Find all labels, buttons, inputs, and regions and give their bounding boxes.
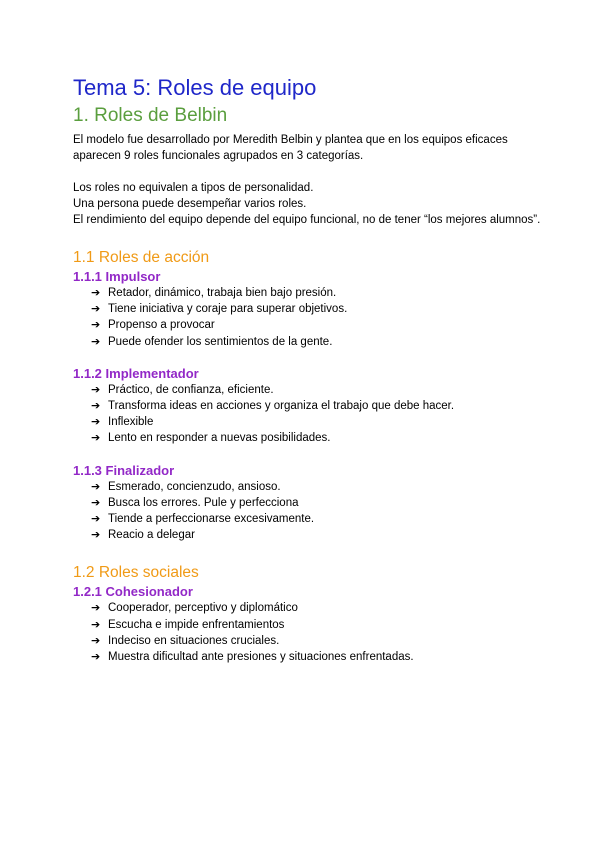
list-item-text: Tiende a perfeccionarse excesivamente.	[108, 513, 315, 526]
paragraph-spacer	[73, 164, 543, 180]
arrow-right-icon: ➔	[91, 633, 101, 647]
arrow-right-icon: ➔	[91, 495, 101, 509]
list-item	[91, 633, 543, 649]
role-heading-cohesionador: 1.2.1 Cohesionador	[73, 584, 193, 600]
list-item	[91, 495, 543, 511]
list-item-text: Transforma ideas en acciones y organiza el trabajo que debe hacer.	[108, 400, 455, 413]
bullet-list-impulsor	[73, 285, 543, 350]
bullet-list-cohesionador	[73, 600, 543, 665]
list-item	[91, 527, 543, 543]
arrow-right-icon: ➔	[91, 302, 101, 316]
list-item	[91, 414, 543, 430]
list-item	[91, 617, 543, 633]
document-page	[73, 74, 543, 665]
subsection-heading-sociales: 1.2 Roles sociales	[73, 564, 199, 582]
list-item-text: Indeciso en situaciones cruciales.	[108, 634, 280, 647]
list-item	[91, 301, 543, 317]
list-item-text: Busca los errores. Pule y perfecciona	[108, 496, 299, 509]
bullet-list-implementador	[73, 382, 543, 447]
list-item-text: Muestra dificultad ante presiones y situaciones enfrentadas.	[108, 651, 414, 664]
list-item-text: Lento en responder a nuevas posibilidades.	[108, 432, 331, 445]
list-item-text: Escucha e impide enfrentamientos	[108, 618, 285, 631]
list-item-text: Retador, dinámico, trabaja bien bajo presión.	[108, 287, 337, 299]
arrow-right-icon: ➔	[91, 617, 101, 631]
list-item	[91, 430, 543, 446]
list-item	[91, 649, 543, 665]
list-item-text: Cooperador, perceptivo y diplomático	[108, 602, 298, 615]
intro-paragraph: El modelo fue desarrollado por Meredith Belbin y plantea que en los equipos eficaces aparecen 9 roles funcionales agrupados en 3 categorías.	[73, 134, 508, 162]
list-item-text: Propenso a provocar	[108, 319, 215, 332]
list-item	[91, 511, 543, 527]
arrow-right-icon: ➔	[91, 334, 101, 348]
list-item-text: Esmerado, concienzudo, ansioso.	[108, 480, 281, 493]
list-item-text: Reacio a delegar	[108, 529, 195, 542]
arrow-right-icon: ➔	[91, 479, 101, 493]
list-item	[91, 334, 543, 350]
role-heading-impulsor: 1.1.1 Impulsor	[73, 269, 161, 284]
arrow-right-icon: ➔	[91, 528, 101, 542]
arrow-right-icon: ➔	[91, 650, 101, 664]
arrow-right-icon: ➔	[91, 431, 101, 445]
note-line: El rendimiento del equipo depende del equipo funcional, no de tener “los mejores alumnos”.	[73, 214, 541, 226]
list-item-text: Tiene iniciativa y coraje para superar objetivos.	[108, 303, 348, 316]
arrow-right-icon: ➔	[91, 601, 101, 615]
list-item	[91, 479, 543, 495]
section-heading-belbin: 1. Roles de Belbin	[73, 105, 228, 126]
document-title: Tema 5: Roles de equipo	[73, 75, 317, 100]
role-heading-implementador: 1.1.2 Implementador	[73, 365, 199, 381]
list-item-text: Puede ofender los sentimientos de la gente.	[108, 335, 333, 348]
list-item-text: Práctico, de confianza, eficiente.	[108, 383, 274, 396]
arrow-right-icon: ➔	[91, 382, 101, 396]
list-item	[91, 317, 543, 333]
list-item-text: Inflexible	[108, 416, 154, 429]
list-item	[91, 600, 543, 616]
list-item	[91, 382, 543, 398]
arrow-right-icon: ➔	[91, 399, 101, 413]
bullet-list-finalizador	[73, 479, 543, 544]
list-item	[91, 398, 543, 414]
subsection-heading-accion: 1.1 Roles de acción	[73, 249, 210, 266]
arrow-right-icon: ➔	[91, 318, 101, 332]
arrow-right-icon: ➔	[91, 286, 101, 299]
note-line: Los roles no equivalen a tipos de personalidad.	[73, 182, 314, 194]
arrow-right-icon: ➔	[91, 415, 101, 429]
list-item	[91, 285, 543, 301]
note-line: Una persona puede desempeñar varios roles.	[73, 198, 307, 210]
role-heading-finalizador: 1.1.3 Finalizador	[73, 462, 175, 478]
arrow-right-icon: ➔	[91, 512, 101, 526]
